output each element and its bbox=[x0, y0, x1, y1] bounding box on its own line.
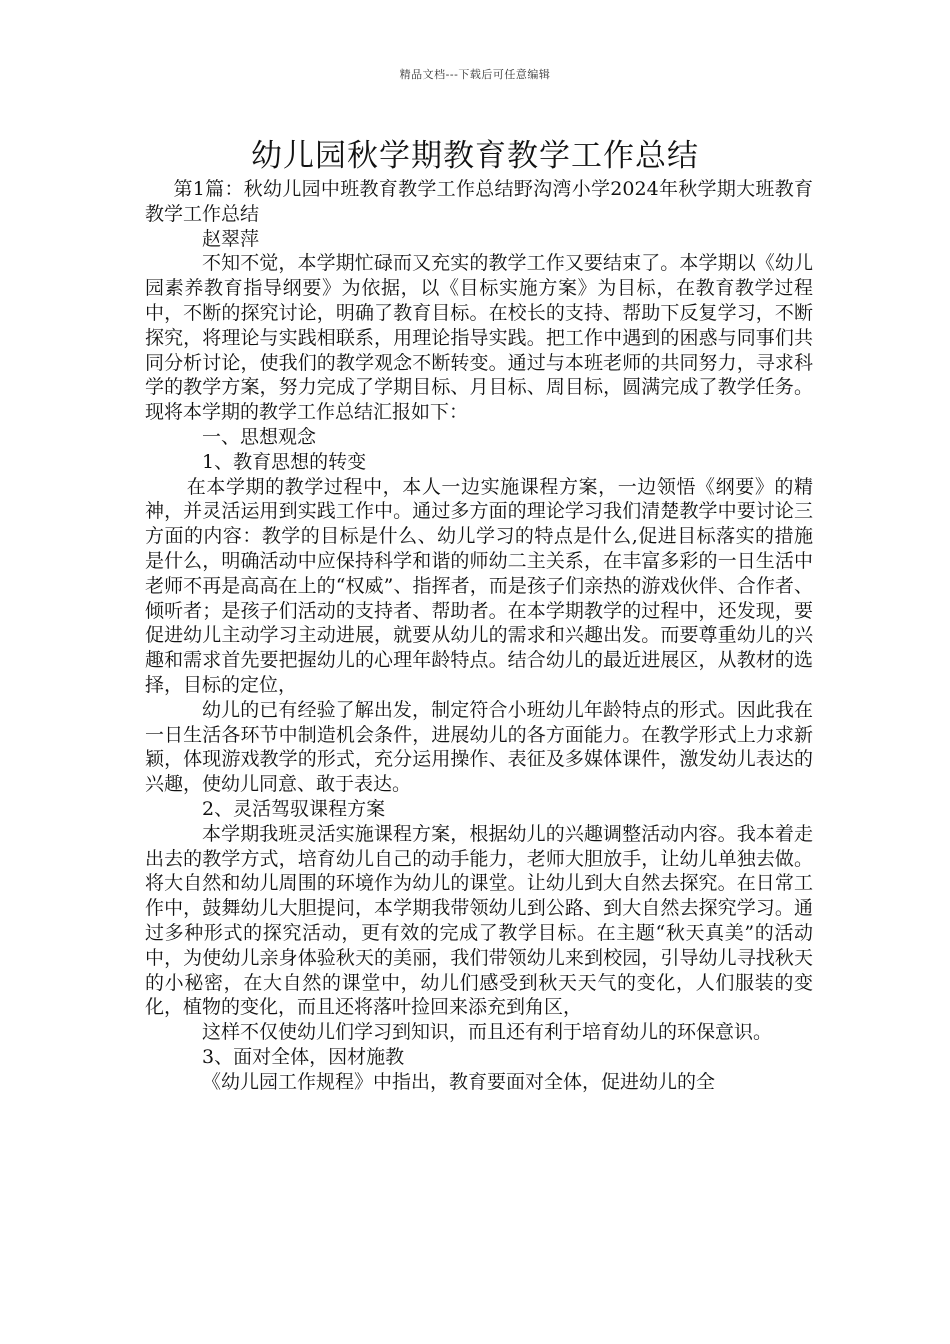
paragraph-education-thought: 在本学期的教学过程中，本人一边实施课程方案，一边领悟《纲要》的精神，并灵活运用到实践工作中。通过多方面的理论学习我们清楚教学中要讨论三方面的内容：教学的目标是什么、幼儿学习的特点是什么,促进目标落实的措施是什么，明确活动中应保持科学和谐的师幼二主关系，在丰富多彩的一日生活中老师不再是高高在上的“权威”、指挥者，而是孩子们亲热的游戏伙伴、合作者、倾听者；是孩子们活动的支持者、帮助者。在本学期教学的过程中，还发现，要促进幼儿主动学习主动进展，就要从幼儿的需求和兴趣出发。而要尊重幼儿的兴趣和需求首先要把握幼儿的心理年龄特点。结合幼儿的最近进展区，从教材的选择，目标的定位， bbox=[145, 475, 813, 696]
subsection-heading-2: 2、灵活驾驭课程方案 bbox=[202, 797, 386, 820]
paragraph-environment: 这样不仅使幼儿们学习到知识，而且还有利于培育幼儿的环保意识。 bbox=[202, 1021, 773, 1044]
header-note: 精品文档---下载后可任意编辑 bbox=[399, 68, 551, 81]
page-title: 幼儿园秋学期教育教学工作总结 bbox=[251, 138, 699, 174]
subsection-heading-1: 1、教育思想的转变 bbox=[202, 450, 367, 473]
paragraph-curriculum: 本学期我班灵活实施课程方案，根据幼儿的兴趣调整活动内容。我本着走出去的教学方式，培育幼儿自己的动手能力，老师大胆放手，让幼儿单独去做。将大自然和幼儿周围的环境作为幼儿的课堂。让幼儿到大自然去探究。在日常工作中，鼓舞幼儿大胆提问，本学期我带领幼儿到公路、到大自然去探究学习。通过多种形式的探究活动，更有效的完成了教学目标。在主题“秋天真美”的活动中，为使幼儿亲身体验秋天的美丽，我们带领幼儿来到校园，引导幼儿寻找秋天的小秘密，在大自然的课堂中，幼儿们感受到秋天天气的变化，人们服装的变化，植物的变化，而且还将落叶捡回来添充到角区， bbox=[145, 822, 813, 1019]
document-body bbox=[145, 177, 813, 1094]
paragraph-regulations: 《幼儿园工作规程》中指出，教育要面对全体，促进幼儿的全 bbox=[202, 1070, 716, 1093]
paragraph-author: 赵翠萍 bbox=[202, 227, 260, 250]
section-heading-1: 一、思想观念 bbox=[202, 425, 317, 448]
subsection-heading-3: 3、面对全体，因材施教 bbox=[202, 1045, 405, 1068]
paragraph-article-heading: 第1篇：秋幼儿园中班教育教学工作总结野沟湾小学2024年秋学期大班教育教学工作总结 bbox=[145, 178, 813, 225]
paragraph-experience: 幼儿的已有经验了解出发，制定符合小班幼儿年龄特点的形式。因此我在一日生活各环节中制造机会条件，进展幼儿的各方面能力。在教学形式上力求新颖，体现游戏教学的形式，充分运用操作、表征及多媒体课件，激发幼儿表达的兴趣，使幼儿同意、敢于表达。 bbox=[145, 698, 813, 796]
paragraph-intro: 不知不觉，本学期忙碌而又充实的教学工作又要结束了。本学期以《幼儿园素养教育指导纲要》为依据，以《目标实施方案》为目标，在教育教学过程中，不断的探究讨论，明确了教育目标。在校长的支持、帮助下反复学习，不断探究，将理论与实践相联系，用理论指导实践。把工作中遇到的困惑与同事们共同分析讨论，使我们的教学观念不断转变。通过与本班老师的共同努力，寻求科学的教学方案，努力完成了学期目标、月目标、周目标，圆满完成了教学任务。现将本学期的教学工作总结汇报如下： bbox=[145, 252, 813, 424]
